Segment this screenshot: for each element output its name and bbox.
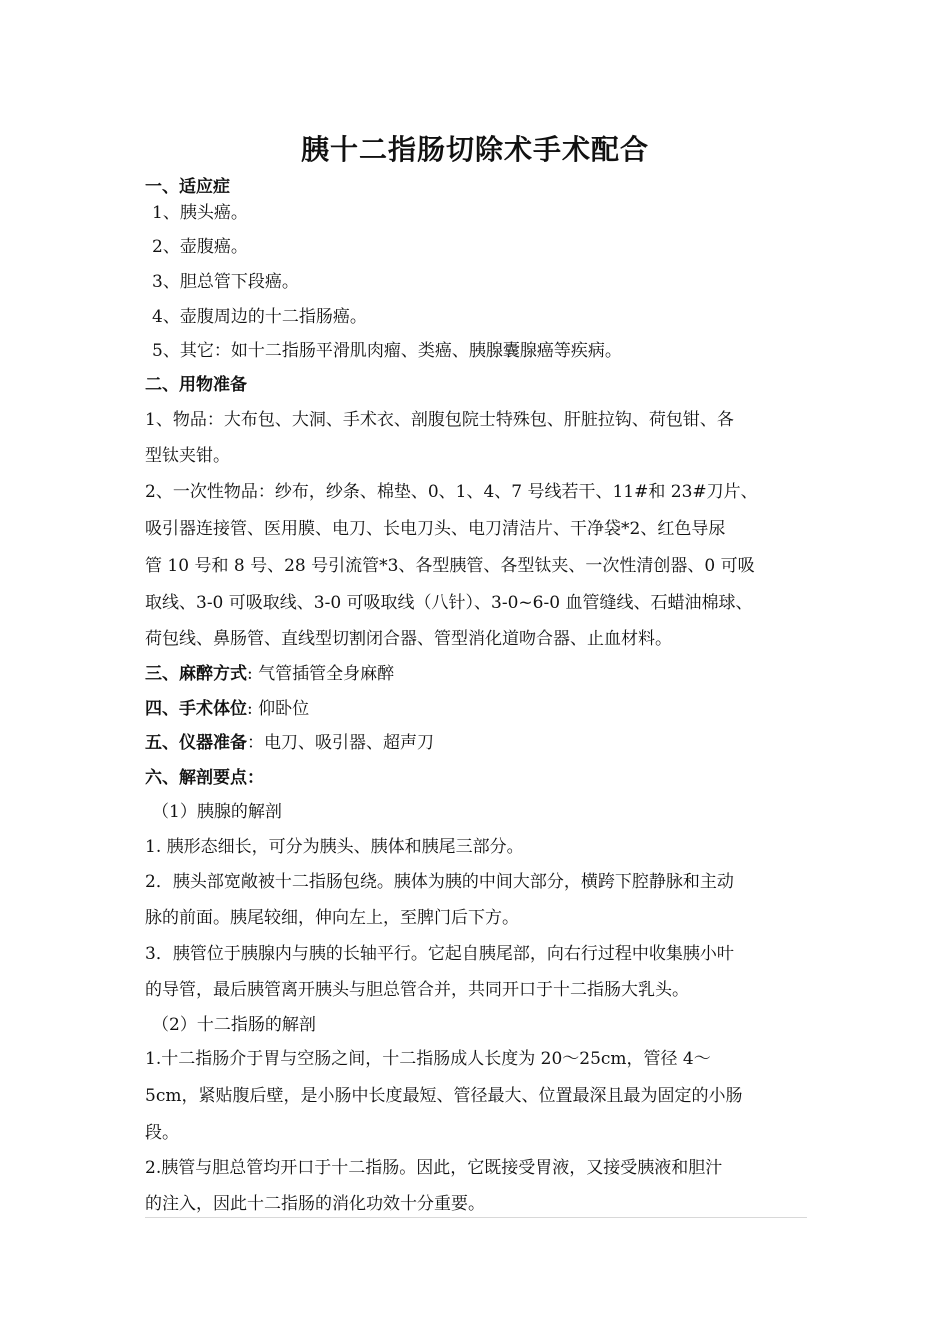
paragraph-line: 5cm，紧贴腹后壁，是小肠中长度最短、管径最大、位置最深且最为固定的小肠 bbox=[145, 1086, 743, 1106]
paragraph-line: 段。 bbox=[145, 1123, 179, 1143]
paragraph-line: 1、物品：大布包、大洞、手术衣、剖腹包院士特殊包、肝脏拉钩、荷包钳、各 bbox=[145, 410, 734, 430]
list-item: 2、壶腹癌。 bbox=[152, 237, 248, 257]
anesthesia-line bbox=[145, 662, 810, 686]
list-item: 1、胰头癌。 bbox=[152, 203, 248, 223]
subheading-duodenum: （2）十二指肠的解剖 bbox=[152, 1015, 316, 1035]
list-item: 5、其它：如十二指肠平滑肌肉瘤、类癌、胰腺囊腺癌等疾病。 bbox=[152, 341, 622, 361]
paragraph-line: 2．胰头部宽敞被十二指肠包绕。胰体为胰的中间大部分，横跨下腔静脉和主动 bbox=[145, 872, 734, 892]
paragraph-line: 吸引器连接管、医用膜、电刀、长电刀头、电刀清洁片、干净袋*2、红色导尿 bbox=[145, 519, 726, 539]
paragraph-line: 型钛夹钳。 bbox=[145, 446, 230, 466]
heading-equipment: 五、仪器准备 bbox=[145, 733, 247, 753]
document-title: 胰十二指肠切除术手术配合 bbox=[300, 133, 649, 166]
paragraph-line: 的导管，最后胰管离开胰头与胆总管合并，共同开口于十二指肠大乳头。 bbox=[145, 980, 689, 1000]
paragraph-line: 取线、3-0 可吸取线、3-0 可吸取线（八针）、3-0~6-0 血管缝线、石蜡油棉球、 bbox=[145, 593, 753, 613]
heading-indications: 一、适应症 bbox=[145, 177, 230, 197]
list-item: 4、壶腹周边的十二指肠癌。 bbox=[152, 307, 367, 327]
paragraph-line: 2、一次性物品：纱布，纱条、棉垫、0、1、4、7 号线若干、11#和 23#刀片、 bbox=[145, 482, 758, 502]
heading-position: 四、手术体位 bbox=[145, 699, 247, 719]
subheading-pancreas: （1）胰腺的解剖 bbox=[152, 802, 282, 822]
position-line bbox=[145, 697, 810, 721]
footer-divider bbox=[145, 1217, 807, 1218]
paragraph-line: 2.胰管与胆总管均开口于十二指肠。因此，它既接受胃液，又接受胰液和胆汁 bbox=[145, 1158, 723, 1178]
heading-supplies: 二、用物准备 bbox=[145, 375, 247, 395]
paragraph-line: 1.十二指肠介于胃与空肠之间，十二指肠成人长度为 20～25cm，管径 4～ bbox=[145, 1049, 711, 1069]
paragraph-line: 1. 胰形态细长，可分为胰头、胰体和胰尾三部分。 bbox=[145, 837, 524, 857]
heading-anesthesia: 三、麻醉方式 bbox=[145, 664, 247, 684]
paragraph-line: 3．胰管位于胰腺内与胰的长轴平行。它起自胰尾部，向右行过程中收集胰小叶 bbox=[145, 944, 734, 964]
list-item: 3、胆总管下段癌。 bbox=[152, 272, 299, 292]
equipment-text: ：电刀、吸引器、超声刀 bbox=[247, 733, 434, 753]
anesthesia-text: : 气管插管全身麻醉 bbox=[247, 664, 395, 684]
heading-anatomy: 六、解剖要点： bbox=[145, 768, 264, 788]
paragraph-line: 的注入，因此十二指肠的消化功效十分重要。 bbox=[145, 1194, 485, 1214]
paragraph-line: 管 10 号和 8 号、28 号引流管*3、各型胰管、各型钛夹、一次性清创器、0 可吸 bbox=[145, 556, 755, 576]
equipment-line bbox=[145, 731, 810, 755]
paragraph-line: 脉的前面。胰尾较细，伸向左上，至脾门后下方。 bbox=[145, 908, 519, 928]
paragraph-line: 荷包线、鼻肠管、直线型切割闭合器、管型消化道吻合器、止血材料。 bbox=[145, 629, 672, 649]
position-text: : 仰卧位 bbox=[247, 699, 310, 719]
